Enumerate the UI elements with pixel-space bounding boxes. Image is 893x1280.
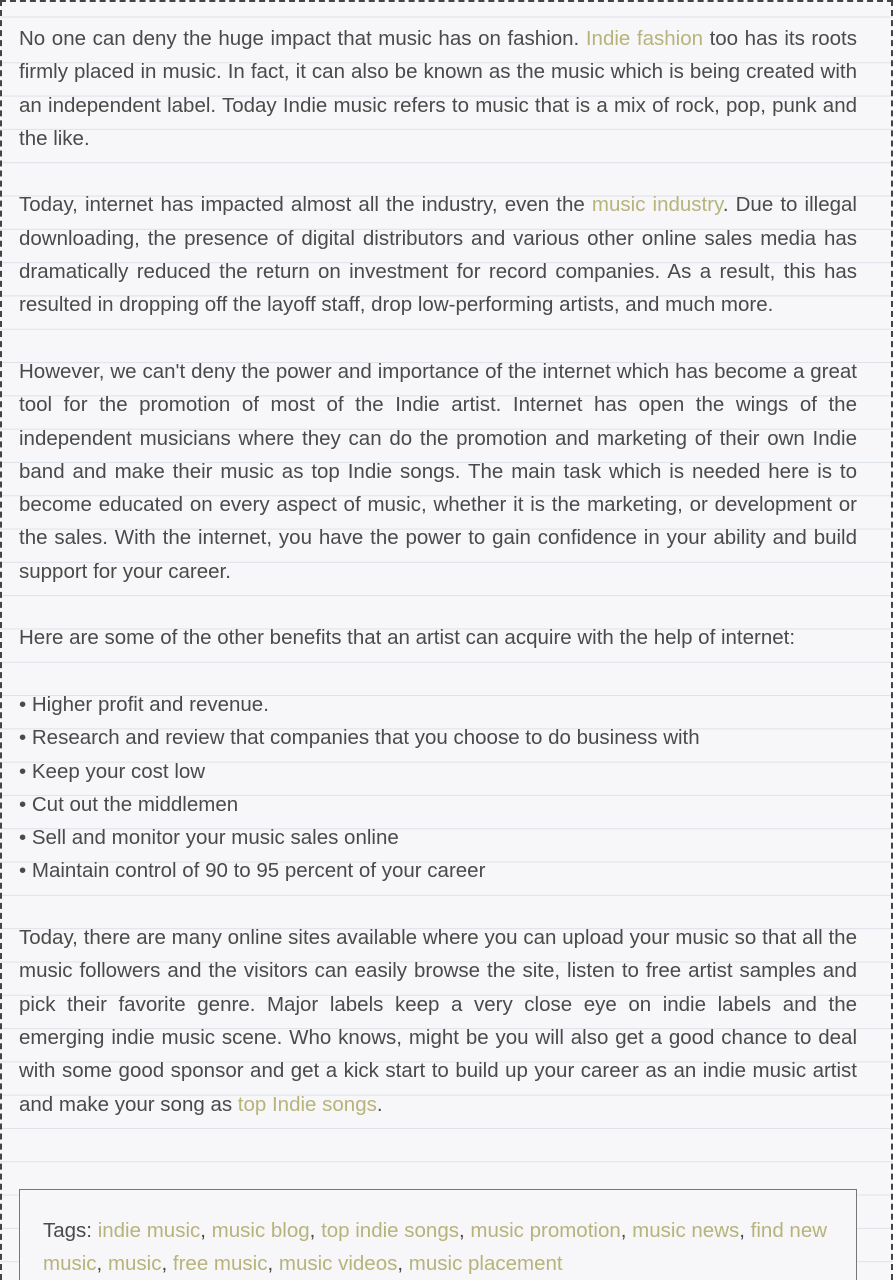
p2-text-before: Today, internet has impacted almost all the industry, even the	[19, 193, 592, 217]
p1-text-before: No one can deny the huge impact that music has on fashion.	[19, 27, 586, 50]
tag-link[interactable]: top indie songs	[321, 1219, 459, 1242]
benefits-list	[19, 688, 857, 888]
link-top-indie-songs[interactable]: top Indie songs	[237, 1092, 377, 1116]
tag-separator: ,	[200, 1219, 212, 1242]
paragraph-4: Here are some of the other benefits that an artist can acquire with the help of internet:	[19, 626, 796, 650]
tag-separator: ,	[96, 1252, 108, 1276]
tag-separator: ,	[397, 1252, 409, 1276]
list-item: • Cut out the middlemen	[19, 788, 857, 821]
tag-link[interactable]: find new music	[43, 1219, 828, 1276]
tag-link[interactable]: indie music	[97, 1219, 201, 1242]
tag-link[interactable]: music placement	[408, 1252, 563, 1276]
link-music-industry[interactable]: music industry	[591, 193, 723, 217]
tags-label: Tags:	[43, 1219, 98, 1242]
paragraph-1	[19, 22, 857, 155]
p1-text-after: too has its roots firmly placed in music. In fact, it can also be known as the music which is being created with an independent label. Today Indie music refers to music that is a mix of rock, pop, punk and the like.	[19, 27, 857, 150]
tag-link[interactable]: free music	[172, 1252, 268, 1276]
tag-list	[43, 1219, 827, 1275]
paragraph-3: However, we can't deny the power and importance of the internet which has become a great tool for the promotion of most of the Indie artist. Internet has open the wings of the independent musicians where they can do the promotion and marketing of their own Indie band and make their music as top Indie songs. The main task which is needed here is to become educated on every aspect of music, whether it is the marketing, or development or the sales. With the internet, you have the power to gain confidence in your ability and build support for your career.	[19, 359, 857, 583]
list-item: • Research and review that companies that you choose to do business with	[19, 721, 857, 754]
list-item: • Sell and monitor your music sales online	[19, 821, 857, 854]
paragraph-5	[19, 921, 857, 1121]
tag-link[interactable]: music news	[632, 1219, 740, 1242]
tag-link[interactable]: music	[107, 1252, 162, 1276]
link-indie-fashion[interactable]: Indie fashion	[585, 27, 703, 50]
tag-link[interactable]: music promotion	[470, 1219, 621, 1242]
tag-separator: ,	[620, 1219, 633, 1242]
tag-link[interactable]: music videos	[278, 1252, 398, 1276]
tag-separator: ,	[267, 1252, 279, 1276]
article-body	[19, 22, 857, 1154]
list-item: • Keep your cost low	[19, 755, 857, 788]
tag-separator: ,	[739, 1219, 751, 1242]
tags-box	[19, 1189, 857, 1280]
list-item: • Higher profit and revenue.	[19, 688, 857, 721]
p5-text-before: Today, there are many online sites available where you can upload your music so that all the music followers and the visitors can easily browse the site, listen to free artist samples and pick their favorite genre. Major labels keep a very close eye on indie labels and the emerging indie music scene. Who knows, might be you will also get a good chance to deal with some good sponsor and get a kick start to build up your career as an indie music artist and make your song as	[19, 926, 857, 1116]
p2-text-after: . Due to illegal downloading, the presence of digital distributors and various other online sales media has dramatically reduced the return on investment for record companies. As a result, this has resulted in dropping off the layoff staff, drop low-performing artists, and much more.	[19, 193, 857, 317]
p5-text-after: .	[376, 1092, 383, 1116]
tag-separator: ,	[309, 1219, 322, 1242]
list-item: • Maintain control of 90 to 95 percent of your career	[19, 854, 857, 887]
tag-link[interactable]: music blog	[211, 1219, 310, 1242]
paragraph-2	[19, 188, 857, 321]
tag-separator: ,	[458, 1219, 471, 1242]
tag-separator: ,	[161, 1252, 173, 1276]
